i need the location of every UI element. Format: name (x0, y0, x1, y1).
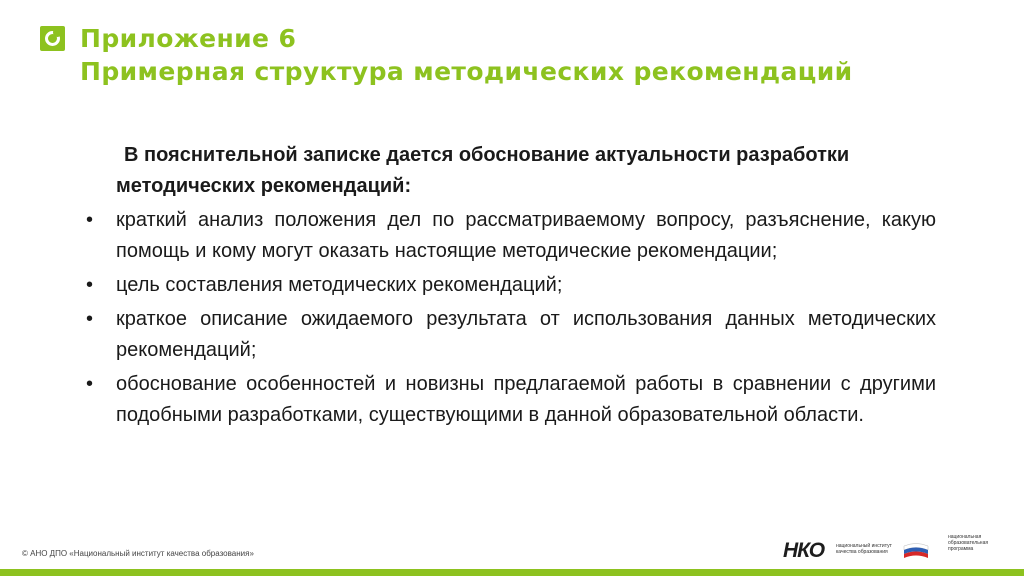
nko-logo: НКО (783, 539, 825, 562)
list-item (86, 205, 936, 267)
title-line-1: Приложение 6 (80, 24, 297, 53)
list-item (86, 369, 936, 431)
bullet-icon: • (86, 308, 94, 330)
list-item (86, 270, 936, 301)
slide-body (86, 140, 936, 434)
list-item-text: краткий анализ положения дел по рассматриваемому вопросу, разъяснение, какую помощь и кому могут оказать настоящие методические рекомендации; (116, 209, 936, 262)
footer-accent-bar (0, 569, 1024, 576)
program-logo-caption: национальная образовательная программа (948, 534, 989, 552)
list-item (86, 304, 936, 366)
bullet-list (86, 205, 936, 431)
slide-title (80, 22, 853, 88)
flag-logo-icon (902, 541, 930, 561)
bullet-icon: • (86, 373, 94, 395)
list-item-text: цель составления методических рекомендаций; (116, 274, 563, 296)
bullet-icon: • (86, 209, 94, 231)
list-item-text: обоснование особенностей и новизны предлагаемой работы в сравнении с другими подобными разработками, существующими в данной образовательной области. (116, 373, 936, 426)
list-item-text: краткое описание ожидаемого результата от использования данных методических рекомендаций; (116, 308, 936, 361)
footer-copyright: © АНО ДПО «Национальный институт качества образования» (22, 549, 254, 558)
title-line-2: Примерная структура методических рекомендаций (80, 57, 853, 86)
intro-paragraph: В пояснительной записке дается обоснование актуальности разработки методических рекомендаций: (116, 144, 850, 197)
bullet-icon: • (86, 274, 94, 296)
nko-logo-caption: национальный институт качества образования (836, 543, 892, 555)
title-logo-icon (40, 26, 65, 51)
